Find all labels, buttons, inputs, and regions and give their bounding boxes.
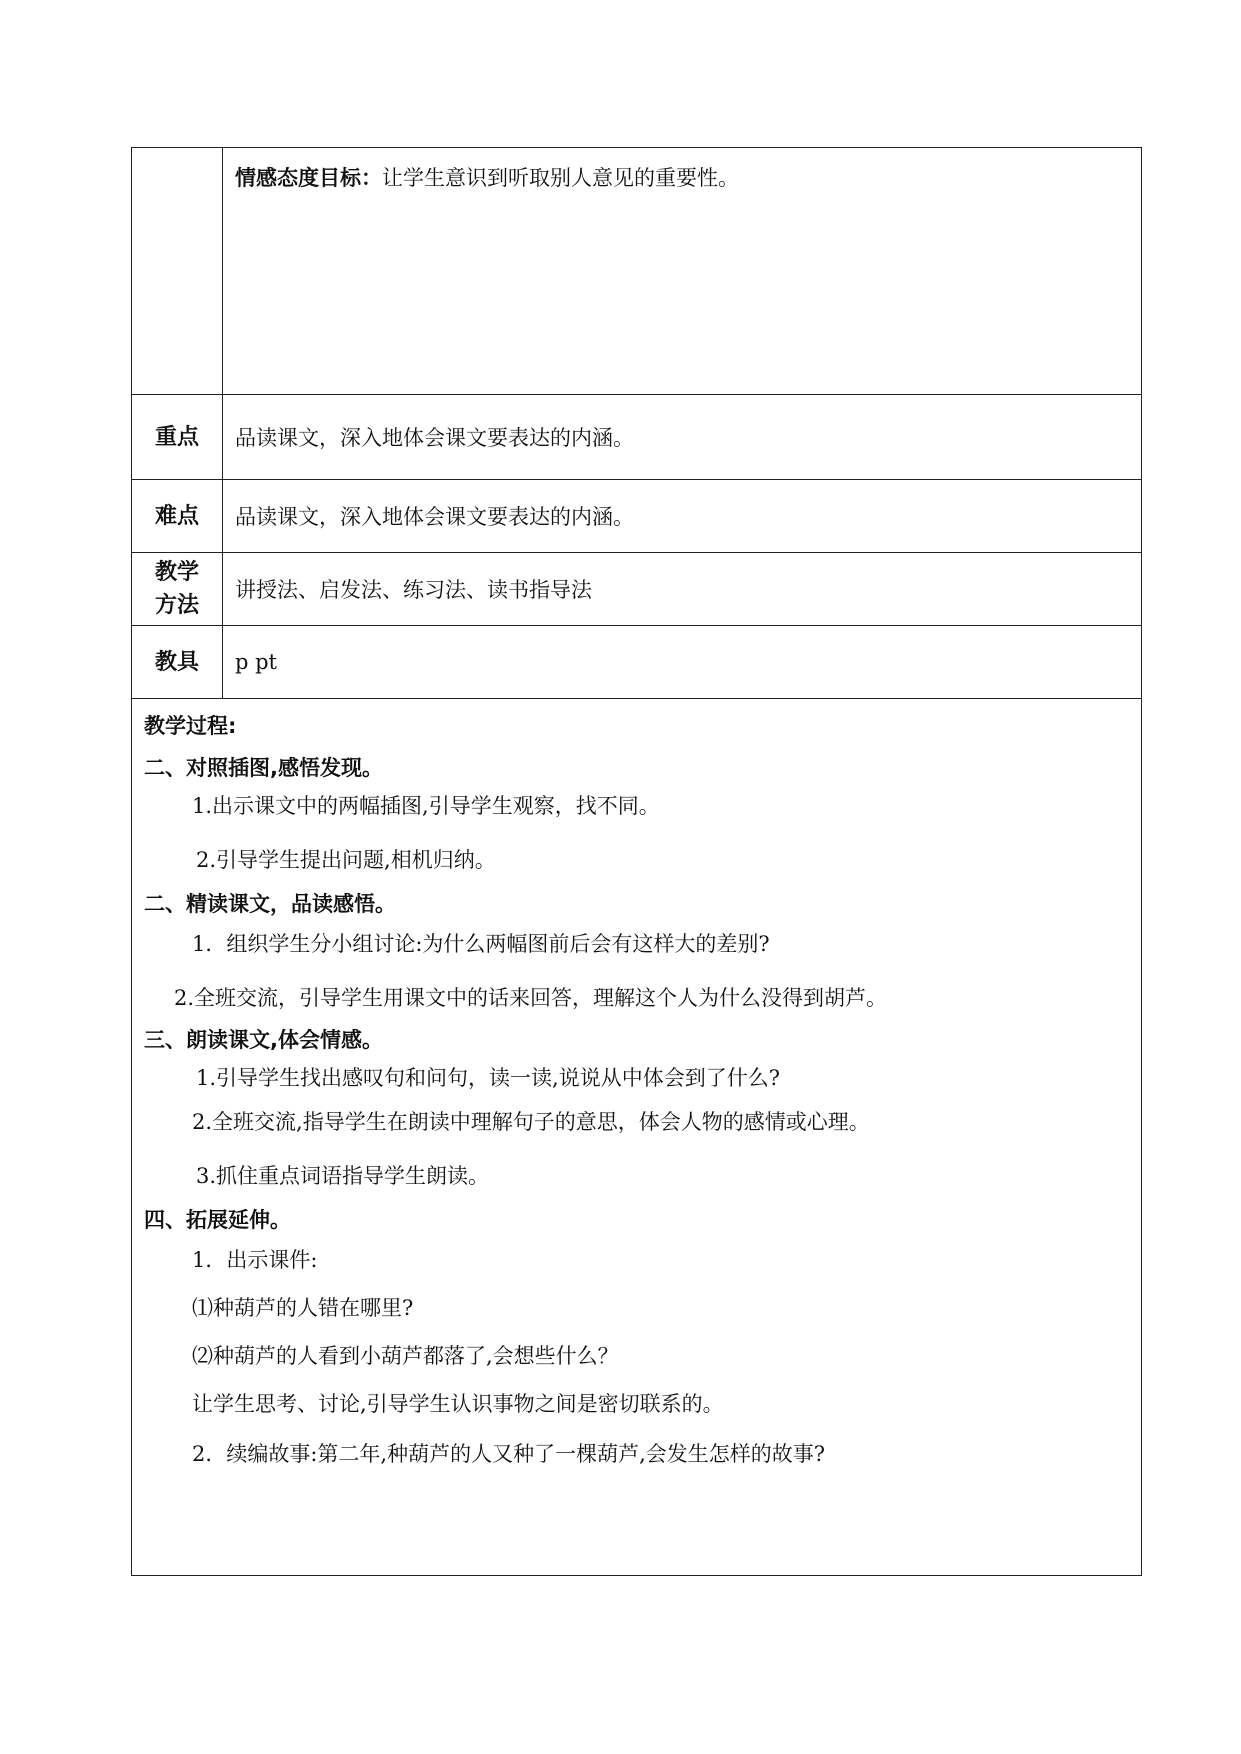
goal-label-cell [132,148,223,395]
key-point-row [132,395,1142,480]
list-item: 1．出示课件: [192,1248,318,1272]
goal-row [132,148,1142,395]
list-item: 3.抓住重点词语指导学生朗读。 [196,1164,490,1188]
list-item: 2.全班交流,指导学生在朗读中理解句子的意思，体会人物的感情或心理。 [192,1110,870,1134]
method-label-cell [132,553,223,626]
list-item: 2．续编故事:第二年,种葫芦的人又种了一棵葫芦,会发生怎样的故事? [192,1442,826,1466]
tools-text: p pt [223,626,1142,699]
list-item: ⑴种葫芦的人错在哪里? [192,1296,414,1320]
method-row [132,553,1142,626]
goal-label: 情感态度目标： [235,166,382,190]
tools-row [132,626,1142,699]
list-item: 1.出示课文中的两幅插图,引导学生观察，找不同。 [192,794,660,818]
list-item: 2.引导学生提出问题,相机归纳。 [196,848,496,872]
section-heading: 四、拓展延伸。 [144,1208,291,1232]
section-heading: 三、朗读课文,体会情感。 [144,1028,383,1052]
difficulty-text: 品读课文，深入地体会课文要表达的内涵。 [223,480,1142,553]
key-point-label: 重点 [132,395,223,480]
section-heading: 二、对照插图,感悟发现。 [144,756,383,780]
list-item: 1.引导学生找出感叹句和问句，读一读,说说从中体会到了什么? [196,1066,780,1090]
list-item: 让学生思考、讨论,引导学生认识事物之间是密切联系的。 [192,1392,724,1416]
process-cell [132,699,1142,1576]
difficulty-row [132,480,1142,553]
process-title: 教学过程: [144,714,237,738]
list-item: ⑵种葫芦的人看到小葫芦都落了,会想些什么？ [192,1344,619,1368]
key-point-text: 品读课文，深入地体会课文要表达的内涵。 [223,395,1142,480]
difficulty-label: 难点 [132,480,223,553]
method-label-line1: 教学 [154,560,199,585]
tools-label: 教具 [132,626,223,699]
goal-text: 让学生意识到听取别人意见的重要性。 [382,166,739,190]
section-heading: 二、精读课文，品读感悟。 [144,892,396,916]
method-label-line2: 方法 [154,593,199,618]
process-row [132,699,1142,1576]
method-text: 讲授法、启发法、练习法、读书指导法 [223,553,1142,626]
list-item: 1．组织学生分小组讨论:为什么两幅图前后会有这样大的差别? [192,932,770,956]
list-item: 2.全班交流，引导学生用课文中的话来回答，理解这个人为什么没得到胡芦。 [174,986,888,1010]
goal-content-cell [223,148,1142,395]
lesson-plan-table [131,147,1142,1576]
